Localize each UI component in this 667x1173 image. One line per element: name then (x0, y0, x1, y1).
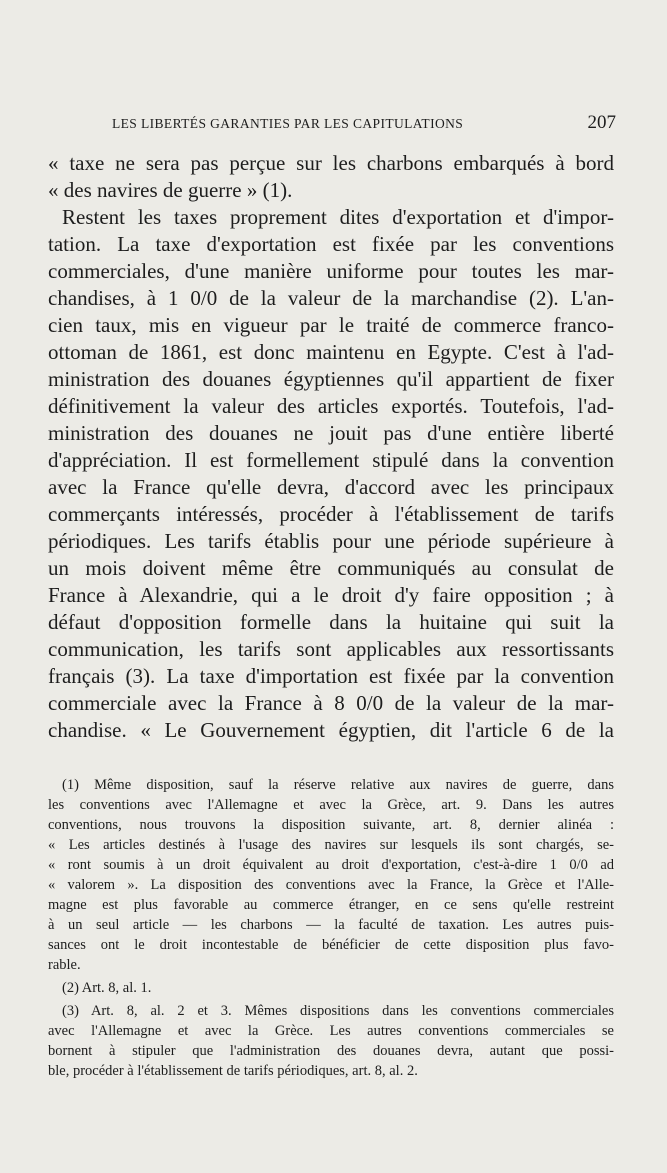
body-line: ottoman de 1861, est donc maintenu en Egypte. C'est à l'ad- (48, 340, 614, 364)
footnote-line: (2) Art. 8, al. 1. (62, 980, 152, 996)
footnote-line: conventions, nous trouvons la disposition suivante, art. 8, dernier alinéa : (48, 817, 614, 833)
footnote-line: les conventions avec l'Allemagne et avec la Grèce, art. 9. Dans les autres (48, 797, 614, 813)
body-line: « des navires de guerre » (1). (48, 178, 293, 202)
body-line: définitivement la valeur des articles exportés. Toutefois, l'ad- (48, 394, 614, 418)
body-line: ministration des douanes ne jouit pas d'une entière liberté (48, 421, 614, 445)
body-line: chandise. « Le Gouvernement égyptien, dit l'article 6 de la (48, 718, 614, 742)
footnote-line: rable. (48, 957, 81, 973)
footnote-line: avec l'Allemagne et avec la Grèce. Les autres conventions commerciales se (48, 1023, 614, 1039)
body-line: ministration des douanes égyptiennes qu'il appartient de fixer (48, 367, 614, 391)
page-number: 207 (587, 112, 616, 133)
body-line: cien taux, mis en vigueur par le traité de commerce franco- (48, 313, 614, 337)
footnote-line: « ront soumis à un droit équivalent au droit d'exportation, c'est-à-dire 1 0/0 ad (48, 857, 614, 873)
body-line: France à Alexandrie, qui a le droit d'y faire opposition ; à (48, 583, 614, 607)
body-line: commerçants intéressés, procéder à l'établissement de tarifs (48, 502, 614, 526)
body-line: commerciales, d'une manière uniforme pour toutes les mar- (48, 259, 614, 283)
body-line: communication, les tarifs sont applicables aux ressortissants (48, 637, 614, 661)
body-line: un mois doivent même être communiqués au consulat de (48, 556, 614, 580)
body-line: tation. La taxe d'exportation est fixée par les conventions (48, 232, 614, 256)
footnote-line: « valorem ». La disposition des conventions avec la France, la Grèce et l'Alle- (48, 877, 614, 893)
footnote-line: bornent à stipuler que l'administration des douanes devra, autant que possi- (48, 1043, 614, 1059)
footnote-line: (3) Art. 8, al. 2 et 3. Mêmes dispositions dans les conventions commerciales (62, 1003, 614, 1019)
body-line: chandises, à 1 0/0 de la valeur de la marchandise (2). L'an- (48, 286, 614, 310)
body-line: périodiques. Les tarifs établis pour une période supérieure à (48, 529, 614, 553)
footnote-line: sances ont le droit incontestable de bénéficier de cette disposition plus favo- (48, 937, 614, 953)
body-line: défaut d'opposition formelle dans la huitaine qui suit la (48, 610, 614, 634)
footnote-line: (1) Même disposition, sauf la réserve relative aux navires de guerre, dans (62, 777, 614, 793)
footnote-line: « Les articles destinés à l'usage des navires sur lesquels ils sont chargés, se- (48, 837, 614, 853)
body-line: Restent les taxes proprement dites d'exportation et d'impor- (62, 205, 614, 229)
page-header (112, 113, 616, 135)
body-line: français (3). La taxe d'importation est fixée par la convention (48, 664, 614, 688)
footnote-line: magne est plus favorable au commerce étranger, en ce sens qu'elle restreint (48, 897, 614, 913)
footnote-line: ble, procéder à l'établissement de tarifs périodiques, art. 8, al. 2. (48, 1063, 418, 1079)
body-line: d'appréciation. Il est formellement stipulé dans la convention (48, 448, 614, 472)
body-line: commerciale avec la France à 8 0/0 de la valeur de la mar- (48, 691, 614, 715)
body-line: « taxe ne sera pas perçue sur les charbons embarqués à bord (48, 151, 614, 175)
running-title: LES LIBERTÉS GARANTIES PAR LES CAPITULATIONS (112, 116, 464, 131)
body-line: avec la France qu'elle devra, d'accord avec les principaux (48, 475, 614, 499)
footnote-line: à un seul article — les charbons — la faculté de taxation. Les autres puis- (48, 917, 614, 933)
